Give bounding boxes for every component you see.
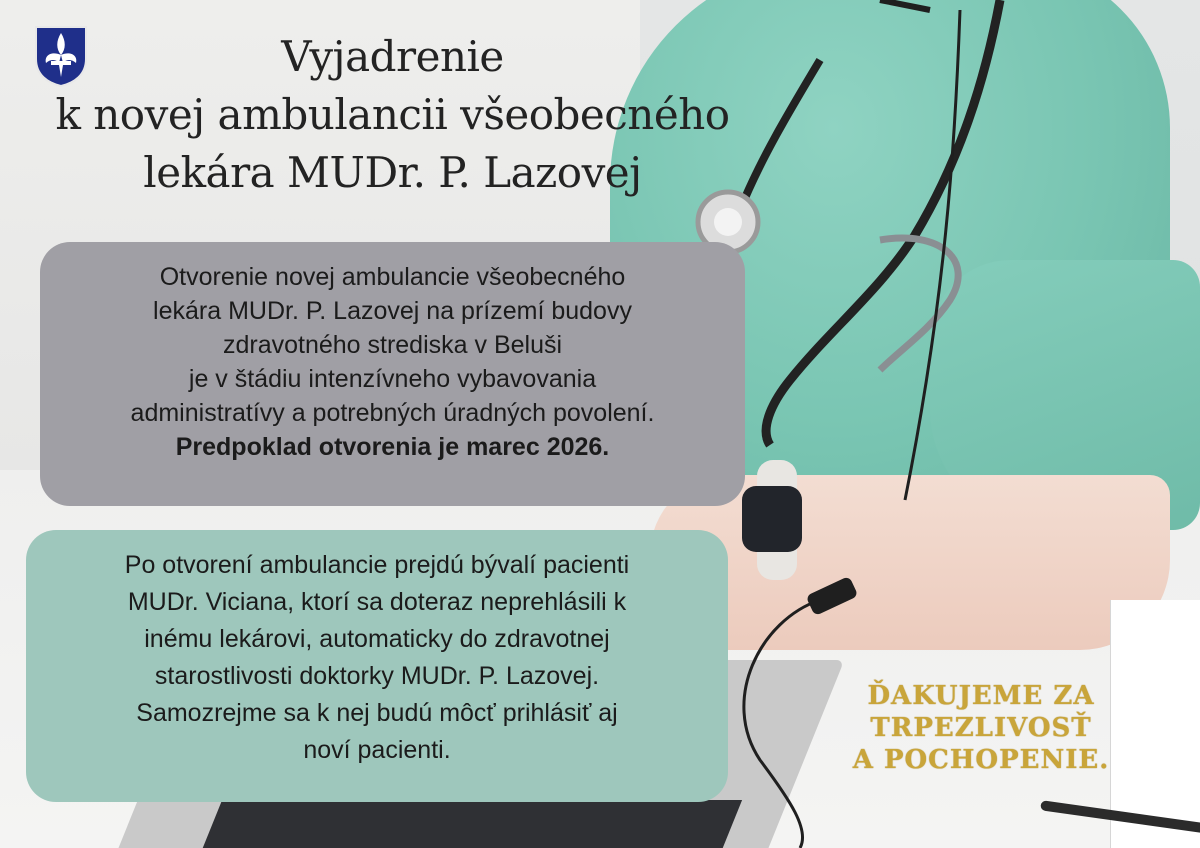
thanks-line: A POCHOPENIE. [852,745,1110,775]
info-line: Po otvorení ambulancie prejdú bývalí pacienti [124,551,630,579]
title-line: Vyjadrenie [281,32,504,81]
info-line: noví pacienti. [303,736,451,764]
title-line: k novej ambulancii všeobecného [55,90,730,139]
info-line: starostlivosti doktorky MUDr. P. Lazovej. [154,662,600,690]
patient-transfer-box [26,530,728,802]
notice-line: je v štádiu intenzívneho vybavovania [188,365,597,393]
info-line: MUDr. Viciana, ktorí sa doteraz neprehlásili k [127,588,627,616]
notice-line: zdravotného strediska v Beluši [222,331,563,359]
notice-line: Otvorenie novej ambulancie všeobecného [159,263,626,291]
thanks-line: TRPEZLIVOSŤ [870,713,1092,743]
notice-line: lekára MUDr. P. Lazovej na prízemí budovy [153,297,632,325]
info-line: inému lekárovi, automaticky do zdravotnej [144,625,610,653]
thanks-message [836,680,1126,776]
thanks-line: ĎAKUJEME ZA [867,681,1095,711]
notice-line: administratívy a potrebných úradných povolení. [130,399,655,427]
opening-notice-box [40,242,745,506]
page-title [20,28,765,202]
title-line: lekára MUDr. P. Lazovej [143,148,642,197]
opening-date-text: Predpoklad otvorenia je marec 2026. [175,433,610,461]
info-line: Samozrejme sa k nej budú môcť prihlásiť aj [136,699,618,727]
